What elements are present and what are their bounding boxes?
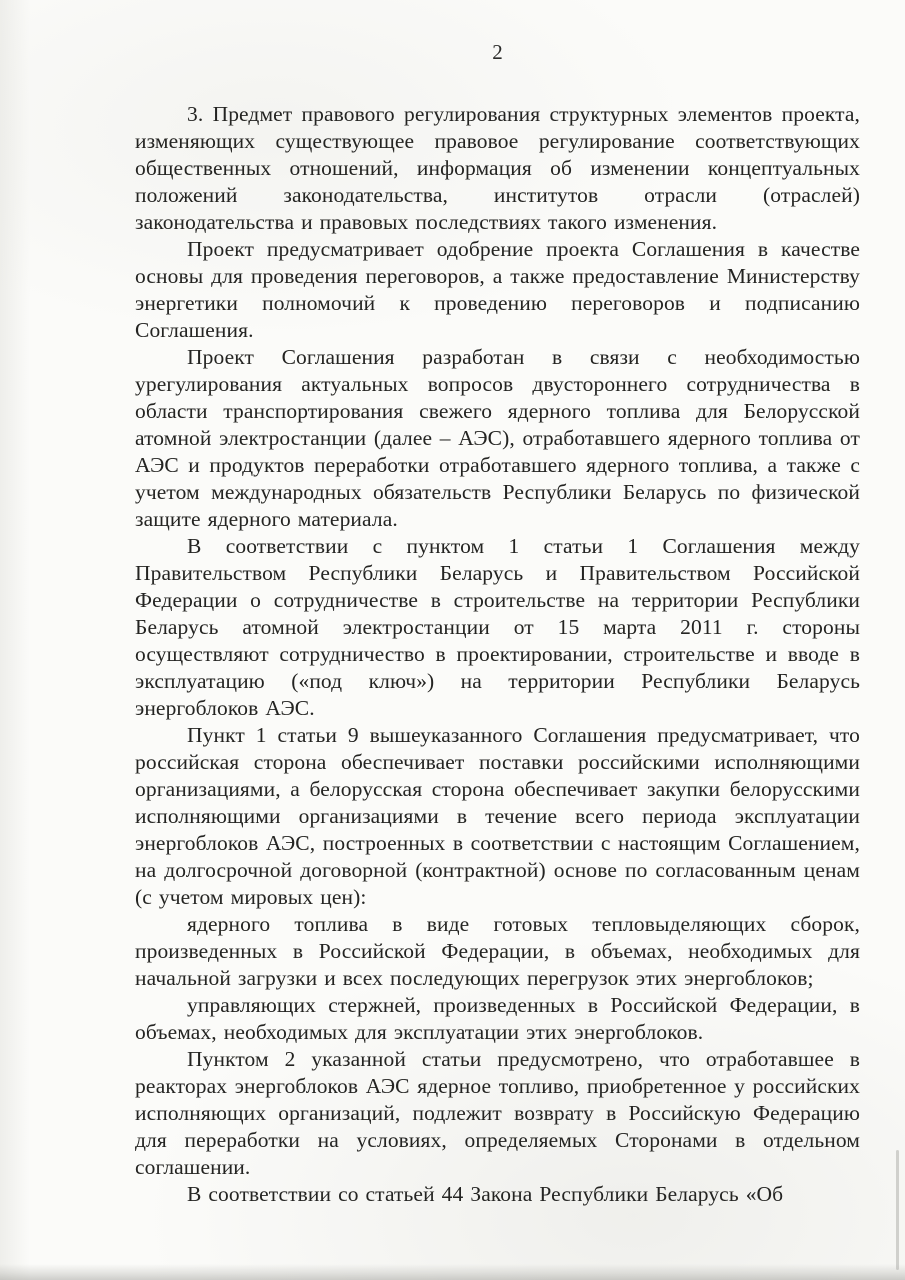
paragraph: Пунктом 2 указанной статьи предусмотрено, что отработавшее в реакторах энергоблоков АЭС ядерное топливо, приобретенное у российских исполняющих организаций, подлежит возврату в Российскую Федерацию для переработки на условиях, определяемых Сторонами в отдельном соглашении. (135, 1047, 860, 1179)
paragraph: ядерного топлива в виде готовых тепловыделяющих сборок, произведенных в Российской Федерации, в объемах, необходимых для начальной загрузки и всех последующих перегрузок этих энергоблоков; (135, 912, 860, 990)
document-body (135, 101, 860, 1208)
paragraph: Проект Соглашения разработан в связи с необходимостью урегулирования актуальных вопросов двустороннего сотрудничества в области транспортирования свежего ядерного топлива для Белорусской атомной электростанции (далее – АЭС), отработавшего ядерного топлива от АЭС и продуктов переработки отработавшего ядерного топлива, а также с учетом международных обязательств Республики Беларусь по физической защите ядерного материала. (135, 345, 860, 531)
paragraph: 3. Предмет правового регулирования структурных элементов проекта, изменяющих существующее правовое регулирование соответствующих общественных отношений, информация об изменении концептуальных положений законодательства, институтов отрасли (отраслей) законодательства и правовых последствиях такого изменения. (135, 102, 860, 234)
paragraph: Проект предусматривает одобрение проекта Соглашения в качестве основы для проведения переговоров, а также предоставление Министерству энергетики полномочий к проведению переговоров и подписанию Соглашения. (135, 237, 860, 342)
scan-bottom-edge-shadow (0, 1264, 905, 1280)
paragraph: В соответствии с пунктом 1 статьи 1 Соглашения между Правительством Республики Беларусь и Правительством Российской Федерации о сотрудничестве в строительстве на территории Республики Беларусь атомной электростанции от 15 марта 2011 г. стороны осуществляют сотрудничество в проектировании, строительстве и вводе в эксплуатацию («под ключ») на территории Республики Беларусь энергоблоков АЭС. (135, 534, 860, 720)
paragraph: управляющих стержней, произведенных в Российской Федерации, в объемах, необходимых для эксплуатации этих энергоблоков. (135, 993, 860, 1044)
paragraph: В соответствии со статьей 44 Закона Республики Беларусь «Об (187, 1182, 784, 1206)
page-number: 2 (492, 40, 503, 64)
scan-right-edge-shadow (896, 1150, 899, 1270)
paragraph: Пункт 1 статьи 9 вышеуказанного Соглашения предусматривает, что российская сторона обеспечивает поставки российскими исполняющими организациями, а белорусская сторона обеспечивает закупки белорусскими исполняющими организациями в течение всего периода эксплуатации энергоблоков АЭС, построенных в соответствии с настоящим Соглашением, на долгосрочной договорной (контрактной) основе по согласованным ценам (с учетом мировых цен): (135, 723, 860, 909)
